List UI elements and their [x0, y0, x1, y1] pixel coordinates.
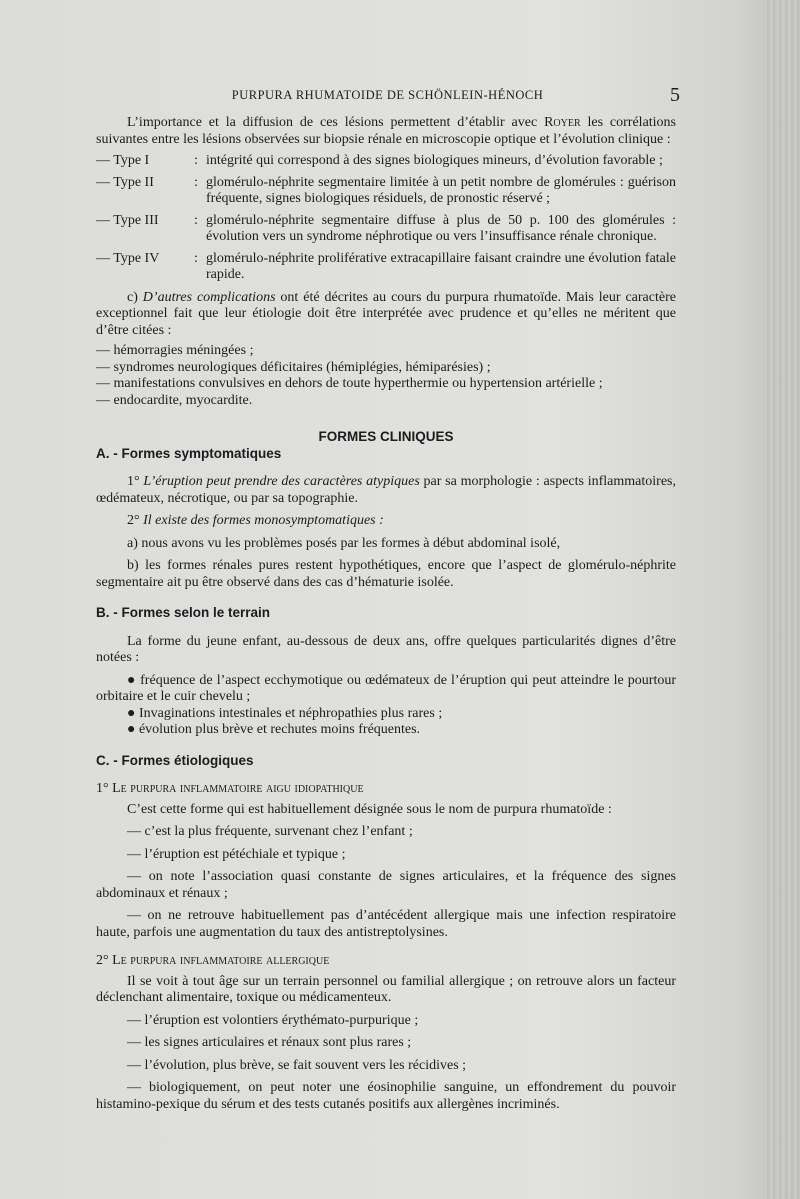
type-item: — Type IV : glomérulo-néphrite proliférative extracapillaire faisant craindre une évolution fatale rapide.	[96, 250, 676, 282]
paragraph: 1° L’éruption peut prendre des caractères atypiques par sa morphologie : aspects inflammatoires, œdémateux, nécrotique, ou par sa topographie.	[96, 474, 676, 506]
paragraph: 2° Il existe des formes monosymptomatiques :	[127, 513, 384, 528]
type-item: — Type II : glomérulo-néphrite segmentaire limitée à un petit nombre de glomérules : guérison fréquente, signes biologiques résiduels, de pronostic réservé ;	[96, 174, 676, 206]
bullet-item: ● fréquence de l’aspect ecchymotique ou œdémateux de l’éruption qui peut atteindre le pourtour orbitaire et le cuir chevelu ;	[96, 672, 676, 704]
paragraph: a) nous avons vu les problèmes posés par les formes à début abdominal isolé,	[127, 535, 561, 551]
page-edge-shadow	[764, 0, 800, 1199]
body-text	[96, 115, 676, 1113]
list-item: — l’éruption est pétéchiale et typique ;	[127, 846, 346, 862]
complications-paragraph: c) D’autres complications ont été décrites au cours du purpura rhumatoïde. Mais leur caractère exceptionnel fait que leur étiologie doit être interprétée avec prudence et qu’elles ne méritent que d’être citées :	[96, 289, 676, 338]
paragraph: C’est cette forme qui est habituellement désignée sous le nom de purpura rhumatoïde :	[127, 801, 612, 817]
list-item: — on note l’association quasi constante de signes articulaires, et la fréquence des signes abdominaux et rénaux ;	[96, 869, 676, 901]
list-item: — endocardite, myocardite.	[96, 392, 253, 408]
section-heading-c: C. - Formes étiologiques	[96, 752, 254, 768]
list-item: — l’éruption est volontiers érythémato-purpurique ;	[127, 1012, 419, 1028]
subsection-heading: 2° Le purpura inflammatoire allergique	[96, 953, 330, 968]
list-item: — l’évolution, plus brève, se fait souvent vers les récidives ;	[127, 1057, 467, 1073]
bullet-item: ● Invaginations intestinales et néphropathies plus rares ;	[127, 705, 443, 721]
subsection-heading: 1° Le purpura inflammatoire aigu idiopathique	[96, 781, 364, 796]
bullet-item: ● évolution plus brève et rechutes moins fréquentes.	[127, 722, 421, 737]
list-item: — syndromes neurologiques déficitaires (hémiplégies, hémiparésies) ;	[96, 359, 491, 375]
running-title: PURPURA RHUMATOIDE DE SCHÖNLEIN-HÉNOCH	[231, 88, 544, 102]
paragraph: La forme du jeune enfant, au-dessous de deux ans, offre quelques particularités dignes d’être notées :	[96, 633, 676, 665]
page-header	[95, 84, 680, 108]
paragraph: b) les formes rénales pures restent hypothétiques, encore que l’aspect de glomérulo-néphrite segmentaire ait pu être observé dans des cas d’hématurie isolée.	[96, 558, 676, 590]
section-heading-b: B. - Formes selon le terrain	[96, 605, 271, 620]
list-item: — biologiquement, on peut noter une éosinophilie sanguine, un effondrement du pouvoir histamino-pexique du sérum et des tests cutanés positifs aux allergènes incriminés.	[96, 1080, 676, 1112]
page-number: 5	[670, 84, 680, 106]
list-item: — on ne retrouve habituellement pas d’antécédent allergique mais une infection respiratoire haute, parfois une augmentation du taux des antistreptolysines.	[96, 908, 676, 940]
list-item: — manifestations convulsives en dehors de toute hyperthermie ou hypertension artérielle ;	[96, 376, 603, 391]
list-item: — c’est la plus fréquente, survenant chez l’enfant ;	[127, 824, 413, 839]
type-item: — Type I : intégrité qui correspond à des signes biologiques mineurs, d’évolution favorable ;	[96, 153, 663, 168]
intro-paragraph: L’importance et la diffusion de ces lésions permettent d’établir avec Royer les corrélations suivantes entre les lésions observées sur biopsie rénale en microscopie optique et l’évolution clinique :	[96, 115, 677, 147]
section-title: FORMES CLINIQUES	[318, 429, 454, 444]
paragraph: Il se voit à tout âge sur un terrain personnel ou familial allergique ; on retrouve alors un facteur déclenchant alimentaire, toxique ou médicamenteux.	[96, 973, 676, 1005]
list-item: — les signes articulaires et rénaux sont plus rares ;	[127, 1035, 412, 1050]
author-name: Royer	[544, 115, 581, 130]
section-heading-a: A. - Formes symptomatiques	[96, 445, 282, 461]
list-item: — hémorragies méningées ;	[96, 343, 254, 358]
type-item: — Type III : glomérulo-néphrite segmentaire diffuse à plus de 50 p. 100 des glomérules : évolution vers un syndrome néphrotique ou vers l’insuffisance rénale chronique.	[96, 212, 676, 244]
